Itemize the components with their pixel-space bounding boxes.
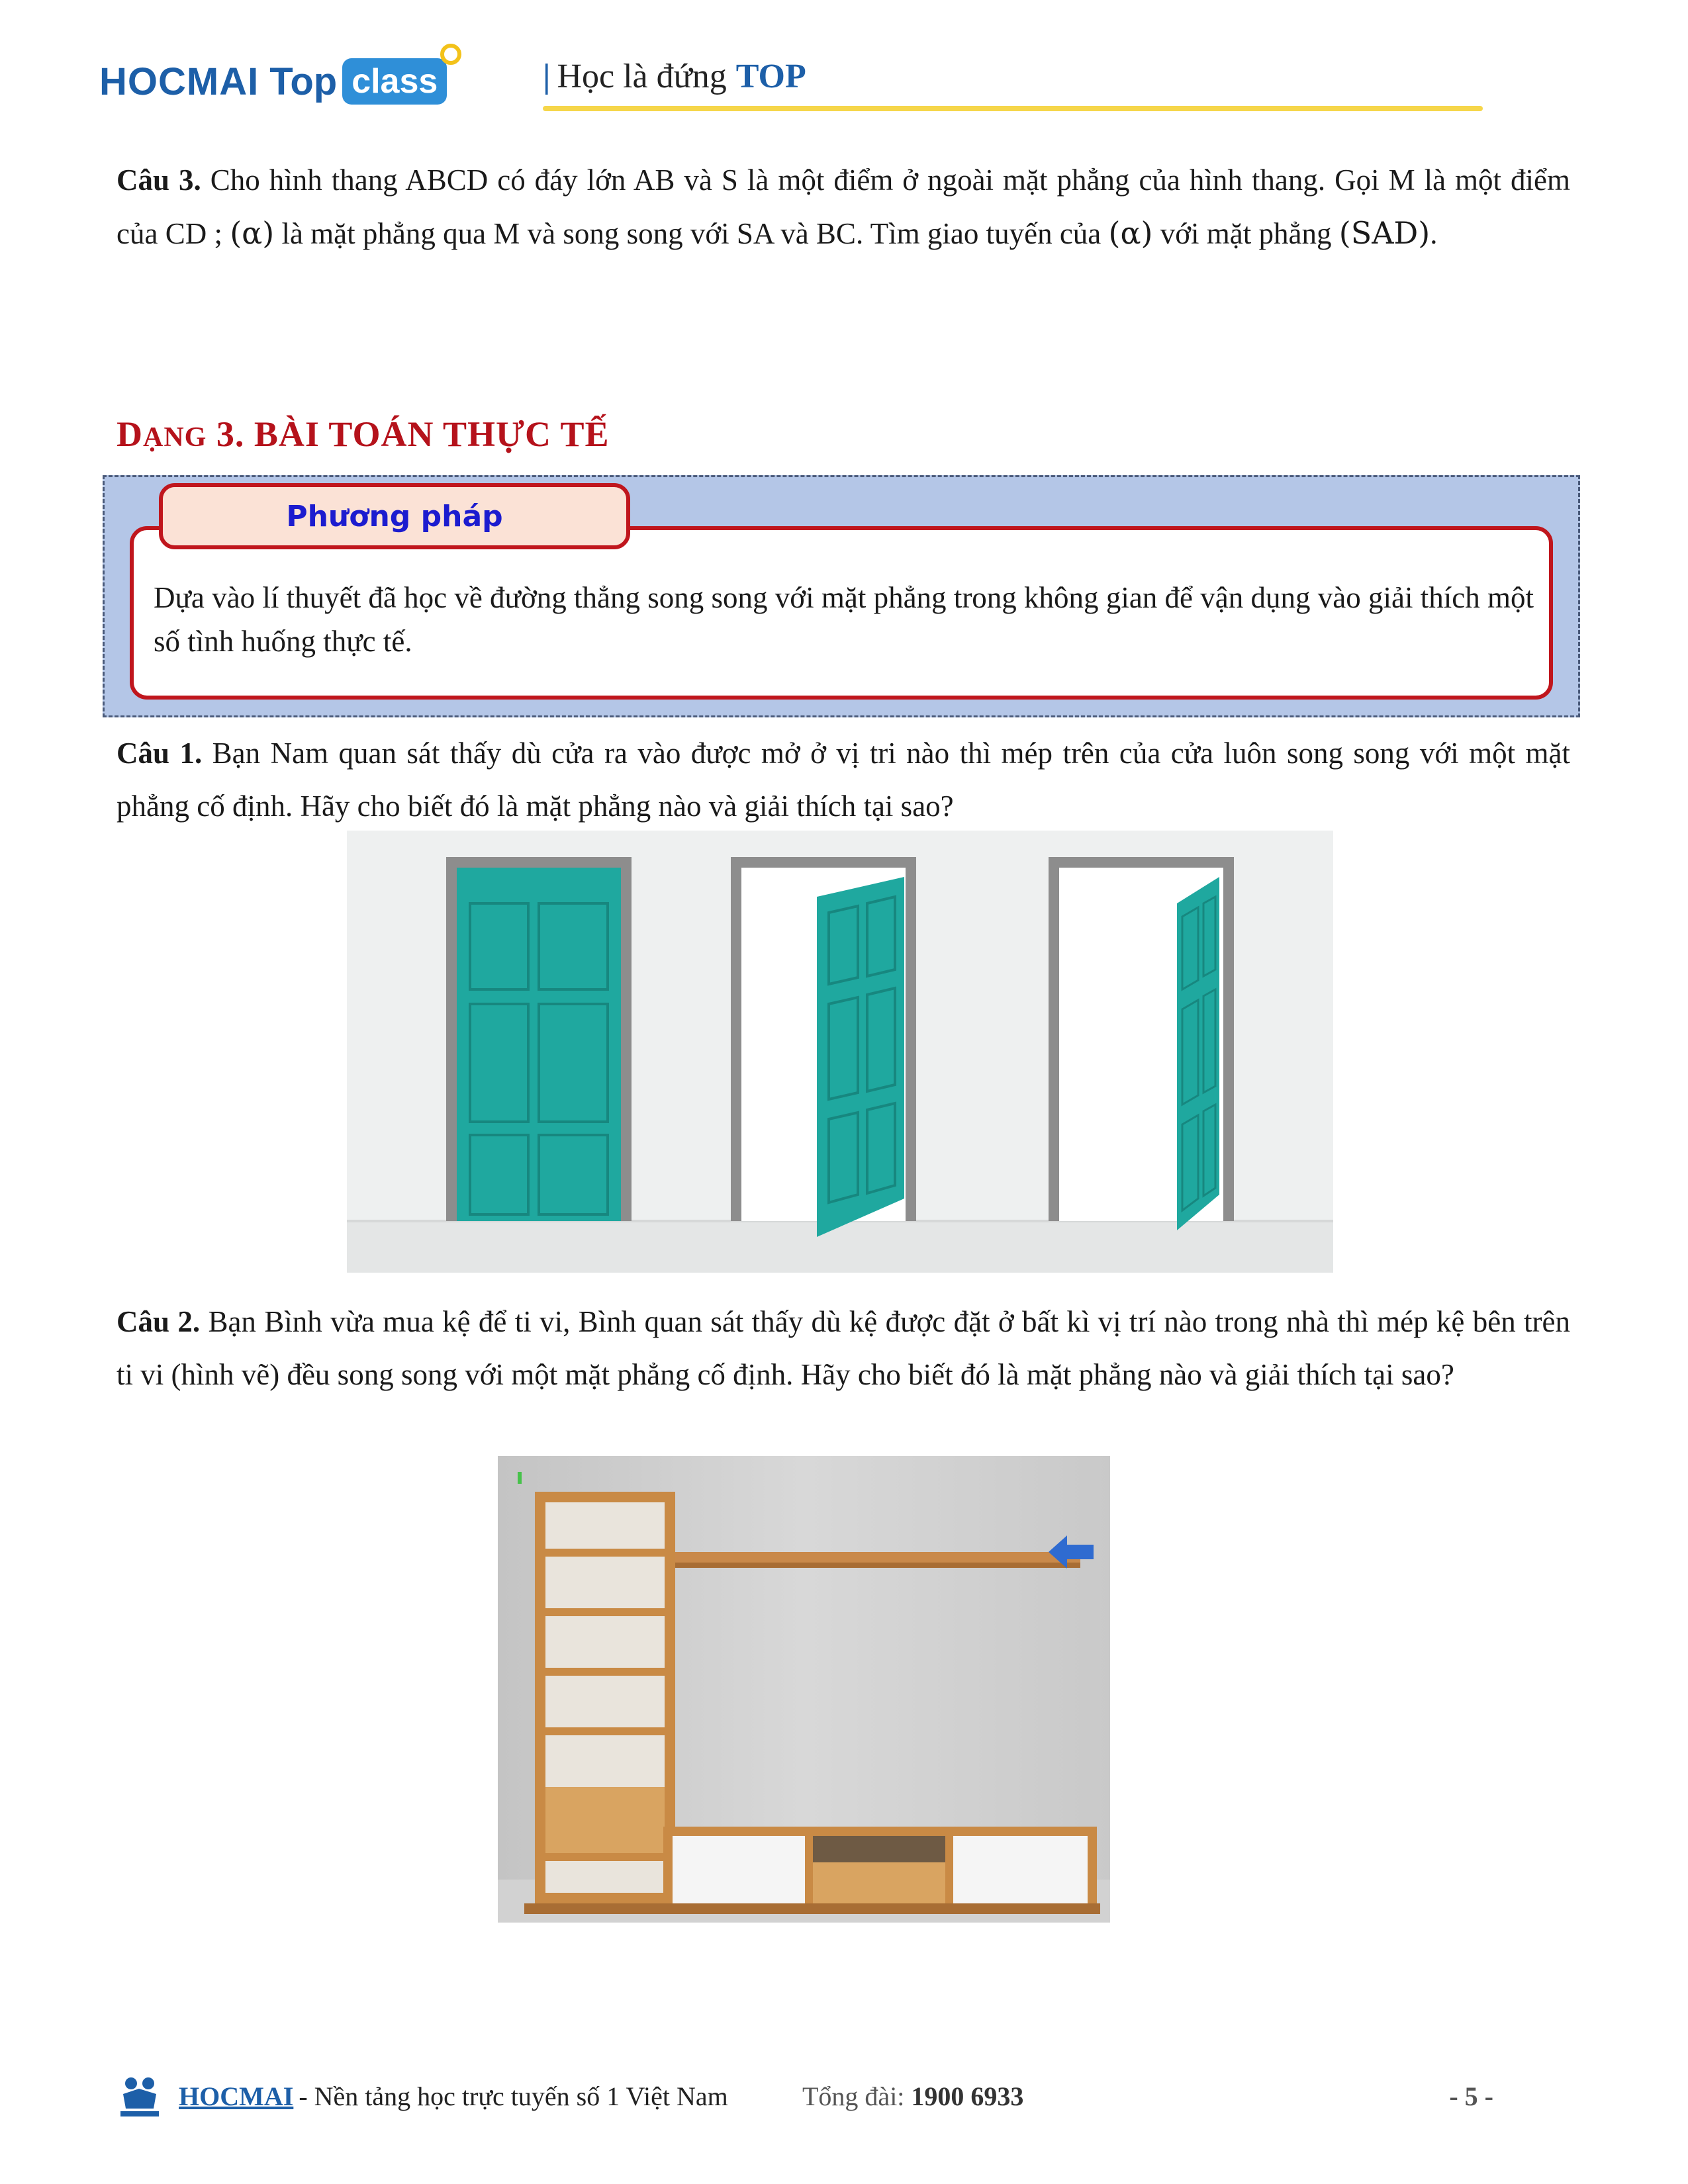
doors-illustration <box>347 831 1333 1273</box>
tagline-top: TOP <box>735 58 806 95</box>
hocmai-topclass-logo <box>99 52 447 111</box>
page-number: - 5 - <box>1449 2081 1493 2111</box>
hotline-number: 1900 6933 <box>911 2081 1024 2111</box>
section-title-ang: ẠNG <box>143 422 207 453</box>
logo-top-text: Top <box>269 60 338 103</box>
header-divider <box>543 106 1483 111</box>
method-tab <box>159 483 630 549</box>
door-closed <box>446 857 632 1221</box>
sun-icon <box>440 44 461 65</box>
alpha-plane-2: (α) <box>1108 215 1153 251</box>
question-3-text-2: là mặt phẳng qua M và song song với SA và BC. Tìm giao tuyến của <box>274 217 1109 250</box>
section-title-rest: 3. BÀI TOÁN THỰC TẾ <box>207 414 610 454</box>
tagline-text: Học là đứng <box>557 58 727 95</box>
question-3-text-1: Cho hình thang ABCD có đáy lớn AB và S là một điểm ở ngoài mặt phẳng của hình thang. Gọi M là một điểm của CD ; <box>117 163 1570 250</box>
question-3-end: . <box>1430 217 1438 250</box>
footer-hotline <box>802 2081 1023 2112</box>
door-half-open <box>731 857 916 1237</box>
tv-shelf-svg <box>498 1456 1110 1923</box>
method-text: Dựa vào lí thuyết đã học về đường thẳng song song với mặt phẳng trong không gian để vận dụng vào giải thích một số tình huống thực tế. <box>154 581 1534 658</box>
tv-shelf-photo <box>498 1456 1110 1923</box>
section-title-d: D <box>117 414 143 454</box>
logo-hocmai-text: HOCMAI <box>99 60 259 103</box>
door-wide-open <box>1049 857 1234 1230</box>
alpha-plane-1: (α) <box>230 215 275 251</box>
question-2-label: Câu 2. <box>117 1305 201 1338</box>
hotline-label: Tổng đài: <box>802 2081 912 2111</box>
question-2 <box>117 1295 1570 1401</box>
question-3-text-3: với mặt phẳng <box>1152 217 1339 250</box>
question-2-text: Bạn Bình vừa mua kệ để ti vi, Bình quan sát thấy dù kệ được đặt ở bất kì vị trí nào trong nhà thì mép kệ bên trên ti vi (hình vẽ) đều song song với một mặt phẳng cố định. Hãy cho biết đó là mặt phẳng nào và giải thích tại sao? <box>117 1305 1570 1391</box>
footer-tagline: - Nền tảng học trực tuyến số 1 Việt Nam <box>299 2081 728 2111</box>
question-1-text: Bạn Nam quan sát thấy dù cửa ra vào được mở ở vị tri nào thì mép trên của cửa luôn song song với một mặt phẳng cố định. Hãy cho biết đó là mặt phẳng nào và giải thích tại sao? <box>117 737 1570 823</box>
hocmai-footer-icon <box>117 2074 163 2118</box>
section-title <box>117 414 610 455</box>
sad-plane: (SAD) <box>1338 215 1430 251</box>
question-3 <box>117 154 1570 260</box>
footer-brand-link[interactable]: HOCMAI <box>179 2081 294 2111</box>
logo-class-badge <box>342 58 447 105</box>
logo-class-text: class <box>352 62 438 101</box>
question-3-label: Câu 3. <box>117 163 201 197</box>
doors-svg <box>347 831 1333 1273</box>
page-footer <box>117 2073 1493 2119</box>
tagline-separator: | <box>543 58 551 95</box>
question-1-label: Câu 1. <box>117 737 203 770</box>
question-1 <box>117 727 1570 833</box>
method-tab-label: Phương pháp <box>286 499 503 533</box>
header-tagline <box>543 57 806 96</box>
